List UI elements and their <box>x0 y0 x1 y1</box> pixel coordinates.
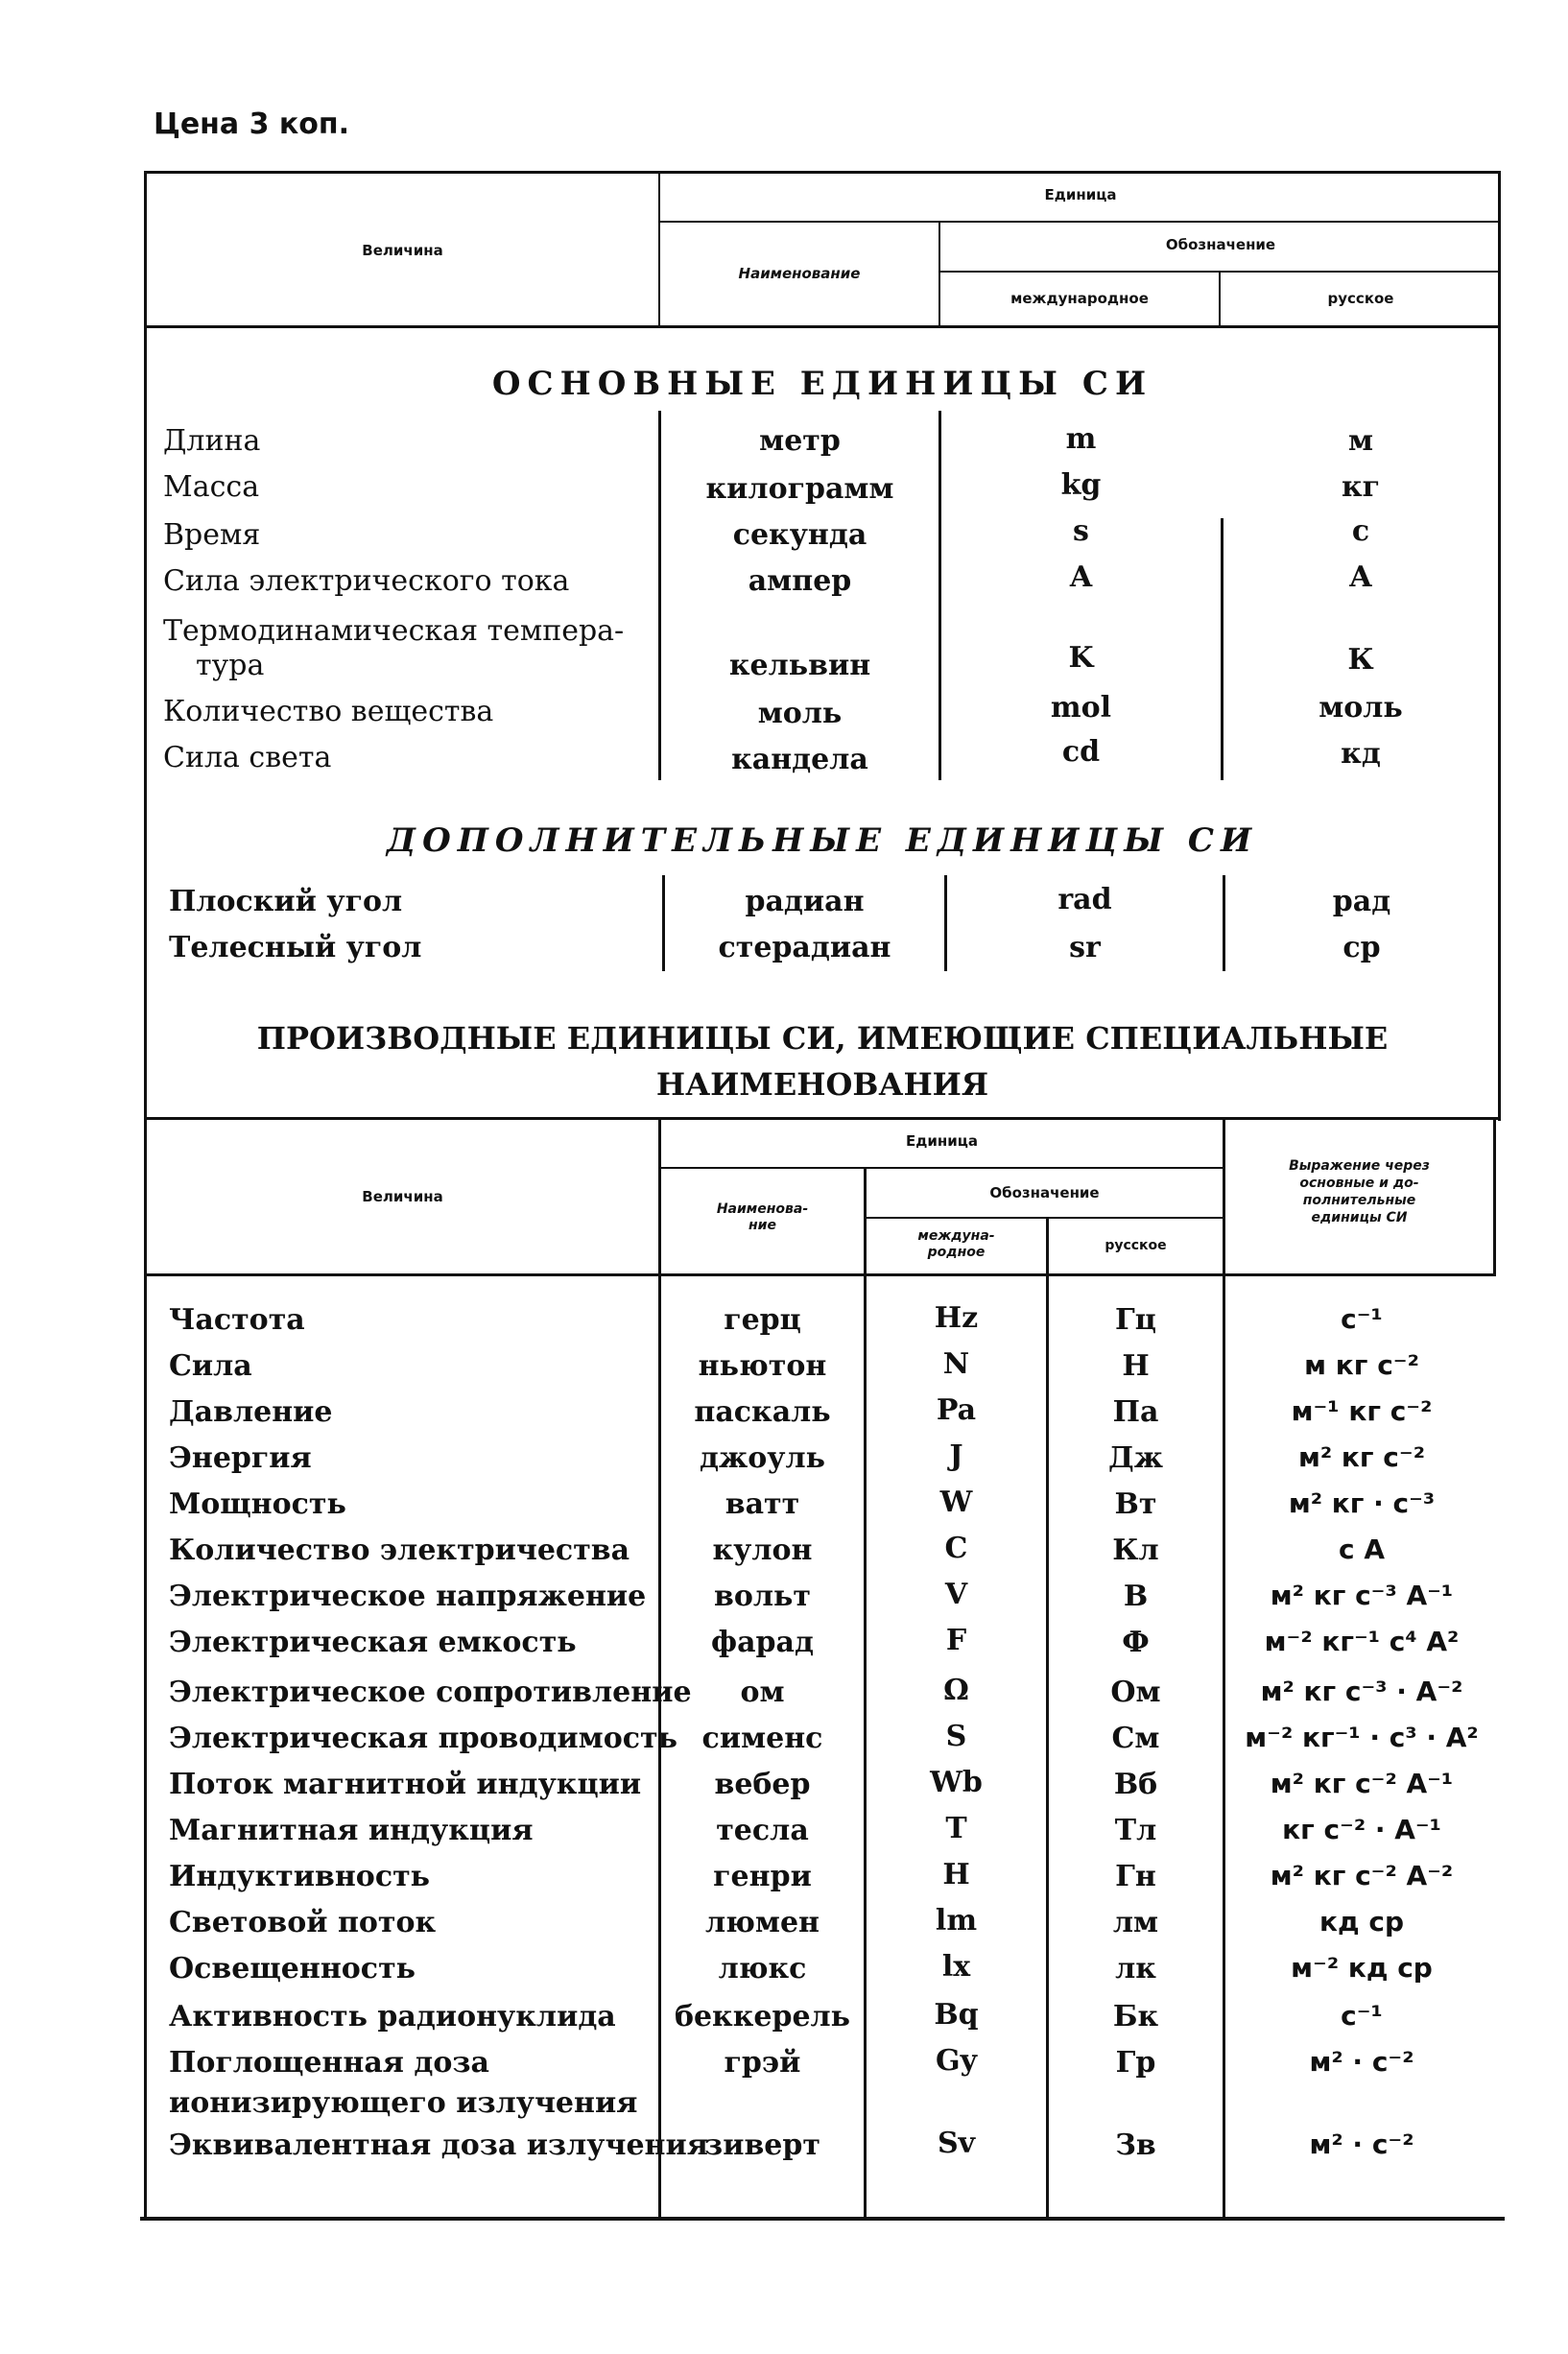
table-row-name: сименс <box>701 1722 823 1755</box>
table-row-quantity: Количество вещества <box>163 695 494 728</box>
table-row-quantity: Сила <box>169 1349 252 1383</box>
table-row-quantity: Длина <box>163 424 261 458</box>
table-row-rus: кд <box>1341 737 1381 771</box>
section-title-additional-units: ДОПОЛНИТЕЛЬНЫЕ ЕДИНИЦЫ СИ <box>386 821 1259 860</box>
table-row-expression: с А <box>1338 1534 1385 1565</box>
table-row-rus: Вт <box>1114 1487 1157 1521</box>
table-row-expression: м² кг · с⁻³ <box>1288 1487 1436 1519</box>
table-row-rus: Ф <box>1122 1626 1150 1659</box>
col-header-unit: Единица <box>906 1132 978 1150</box>
section-title-line2: НАИМЕНОВАНИЯ <box>655 1066 989 1103</box>
table-row-intl: m <box>1065 422 1097 456</box>
table-row-name: герц <box>724 1303 801 1337</box>
table-row-rus: Гц <box>1115 1303 1156 1337</box>
table-row-expression: м⁻² кд ср <box>1291 1952 1433 1984</box>
table-row-intl: J <box>949 1439 963 1473</box>
table-row-intl: T <box>945 1812 967 1845</box>
col-header-name: Наименование <box>738 265 861 282</box>
table-row-intl: N <box>942 1347 970 1381</box>
table-row-name: ампер <box>748 564 852 598</box>
table-row-quantity: Время <box>163 518 261 552</box>
table-row-quantity: Плоский угол <box>169 885 403 918</box>
table-row-expression: м² кг с⁻³ · А⁻² <box>1260 1676 1463 1707</box>
table-row-name: ньютон <box>698 1349 827 1383</box>
table-row-intl: H <box>942 1858 970 1891</box>
table-row-intl: rad <box>1057 883 1112 916</box>
table-row-quantity: Телесный угол <box>169 931 422 964</box>
table-row-expression: кд ср <box>1319 1906 1404 1938</box>
col-header-russian: русское <box>1327 290 1394 307</box>
table-row-expression: с⁻¹ <box>1341 2000 1383 2032</box>
col-header-designation: Обозначение <box>1165 236 1276 253</box>
table-row-name: вебер <box>714 1768 811 1801</box>
table-row-name: килограмм <box>705 472 894 506</box>
table-row-name: метр <box>759 424 841 458</box>
col-header-expr-line4: единицы СИ <box>1311 1210 1408 1225</box>
table-row-rus: Па <box>1112 1395 1159 1429</box>
table-row-intl: Wb <box>930 1766 983 1799</box>
table-row-name: генри <box>713 1860 812 1893</box>
table-row-expression: м⁻¹ кг с⁻² <box>1291 1395 1433 1427</box>
table-row-rus: м <box>1347 424 1374 458</box>
table-row-name: люмен <box>704 1906 820 1939</box>
table-row-name: кельвин <box>728 649 871 682</box>
table-row-intl: Ω <box>943 1674 969 1707</box>
table-row-quantity: Электрическая емкость <box>169 1626 577 1659</box>
table-row-name: грэй <box>724 2046 801 2080</box>
table-row-quantity: Масса <box>163 470 260 504</box>
table-row-quantity: Электрическое напряжение <box>169 1580 647 1613</box>
table-row-quantity-cont: ионизирующего излучения <box>169 2086 638 2120</box>
table-row-rus: Бк <box>1112 2000 1159 2033</box>
table-row-rus: рад <box>1332 885 1391 918</box>
table-row-name: люкс <box>718 1952 807 1985</box>
section-title-basic-units: ОСНОВНЫЕ ЕДИНИЦЫ СИ <box>491 365 1153 403</box>
table-row-name: секунда <box>732 518 867 552</box>
price-label: Цена 3 коп. <box>154 107 350 141</box>
table-row-name: паскаль <box>694 1395 831 1429</box>
table-row-rus: ср <box>1342 931 1381 964</box>
table-row-rus: Ом <box>1110 1676 1161 1709</box>
col-header-international <box>867 1228 1046 1261</box>
table-row-rus: А <box>1348 560 1373 594</box>
table-row-rus: Зв <box>1115 2128 1156 2162</box>
col-header-russian: русское <box>1105 1238 1167 1253</box>
table-row-intl: lx <box>941 1950 971 1984</box>
table-row-intl: Sv <box>937 2127 976 2160</box>
table-row-expression: м² кг с⁻² <box>1298 1441 1425 1473</box>
table-row-expression: м² кг с⁻² А⁻² <box>1270 1860 1454 1891</box>
table-row-quantity: Освещенность <box>169 1952 416 1985</box>
table-row-expression: м кг с⁻² <box>1304 1349 1419 1381</box>
table-row-quantity: Индуктивность <box>169 1860 431 1893</box>
table-row-name: джоуль <box>699 1441 825 1475</box>
table-row-intl: mol <box>1050 691 1112 725</box>
table-row-quantity: Поток магнитной индукции <box>169 1768 642 1801</box>
table-row-intl: Gy <box>935 2044 978 2078</box>
table-row-quantity: Активность радионуклида <box>169 2000 616 2033</box>
table-row-rus: Вб <box>1113 1768 1158 1801</box>
table-row-expression: м² кг с⁻³ А⁻¹ <box>1270 1580 1454 1611</box>
table-row-name: зиверт <box>704 2128 820 2162</box>
col-header-expression <box>1225 1157 1493 1226</box>
table-row-quantity-cont: тура <box>196 649 265 682</box>
table-row-quantity: Сила света <box>163 741 332 774</box>
table-row-intl: s <box>1073 514 1089 548</box>
table-row-rus: Дж <box>1108 1441 1163 1475</box>
table-row-rus: Тл <box>1114 1814 1157 1847</box>
table-row-rus: кг <box>1341 470 1381 504</box>
table-row-expression: м² · с⁻² <box>1309 2046 1414 2078</box>
table-row-rus: с <box>1351 514 1370 548</box>
section-title-line1: ПРОИЗВОДНЫЕ ЕДИНИЦЫ СИ, ИМЕЮЩИЕ СПЕЦИАЛЬНЫЕ <box>256 1020 1389 1057</box>
table-row-quantity: Магнитная индукция <box>169 1814 534 1847</box>
table-row-quantity: Термодинамическая темпера- <box>163 614 625 648</box>
table-row-quantity: Сила электрического тока <box>163 564 570 598</box>
col-header-intl-line1: междуна- <box>917 1228 995 1244</box>
col-header-designation: Обозначение <box>989 1184 1100 1201</box>
table-row-quantity: Энергия <box>169 1441 312 1475</box>
table-row-quantity: Частота <box>169 1303 305 1337</box>
col-header-quantity: Величина <box>362 1188 443 1205</box>
table-row-rus: В <box>1123 1580 1149 1613</box>
table-row-intl: S <box>945 1720 967 1753</box>
col-header-name-line2: ние <box>748 1218 776 1233</box>
table-row-name: беккерель <box>674 2000 851 2033</box>
table-row-intl: lm <box>935 1904 978 1938</box>
table-row-expression: с⁻¹ <box>1341 1303 1383 1335</box>
table-row-intl: C <box>944 1532 968 1565</box>
table-row-intl: K <box>1068 641 1094 675</box>
table-row-name: кандела <box>731 743 868 776</box>
table-row-expression: кг с⁻² · А⁻¹ <box>1282 1814 1441 1845</box>
table-row-quantity: Количество электричества <box>169 1534 630 1567</box>
table-row-expression: м² · с⁻² <box>1309 2128 1414 2160</box>
table-row-name: ом <box>740 1676 785 1709</box>
table-row-intl: V <box>944 1578 968 1611</box>
table-row-name: вольт <box>714 1580 811 1613</box>
table-row-intl: kg <box>1060 468 1102 502</box>
table-row-quantity: Электрическое сопротивление <box>169 1676 692 1709</box>
col-header-expr-line3: полнительные <box>1302 1193 1416 1208</box>
table-row-name: радиан <box>745 885 865 918</box>
table-row-intl: Pa <box>936 1393 977 1427</box>
table-row-rus: Гн <box>1115 1860 1156 1893</box>
table-row-intl: F <box>945 1624 967 1657</box>
table-row-expression: м⁻² кг⁻¹ с⁴ А² <box>1264 1626 1460 1657</box>
table-row-rus: Кл <box>1112 1534 1159 1567</box>
table-row-quantity: Эквивалентная доза излучения <box>169 2128 708 2162</box>
table-row-intl: sr <box>1069 931 1101 964</box>
table-row-intl: cd <box>1061 735 1101 769</box>
table-row-expression: м² кг с⁻² А⁻¹ <box>1270 1768 1454 1799</box>
table-row-intl: Hz <box>934 1301 979 1335</box>
col-header-quantity: Величина <box>362 242 443 259</box>
col-header-international: международное <box>1010 290 1149 307</box>
table-row-rus: К <box>1347 643 1374 677</box>
table-row-name: ватт <box>725 1487 800 1521</box>
col-header-expr-line1: Выражение через <box>1289 1158 1430 1174</box>
table-row-rus: См <box>1111 1722 1160 1755</box>
table-row-name: тесла <box>716 1814 809 1847</box>
table-row-name: моль <box>757 697 843 730</box>
table-row-rus: Гр <box>1115 2046 1156 2080</box>
table-row-rus: лм <box>1112 1906 1159 1939</box>
col-header-name-line1: Наименова- <box>716 1201 809 1217</box>
table-row-expression: м⁻² кг⁻¹ · с³ · А² <box>1245 1722 1479 1753</box>
table-row-quantity: Электрическая проводимость <box>169 1722 677 1755</box>
table-row-name: кулон <box>712 1534 813 1567</box>
col-header-unit: Единица <box>1044 186 1117 203</box>
table-row-rus: моль <box>1319 691 1403 725</box>
table-row-name: фарад <box>711 1626 814 1659</box>
table-row-quantity: Давление <box>169 1395 333 1429</box>
table-row-quantity: Световой поток <box>169 1906 437 1939</box>
col-header-name <box>661 1201 864 1234</box>
table-row-rus: лк <box>1115 1952 1156 1985</box>
col-header-intl-line2: родное <box>927 1245 986 1260</box>
table-row-intl: Bq <box>934 1998 979 2032</box>
col-header-expr-line2: основные и до- <box>1299 1176 1419 1191</box>
table-row-rus: Н <box>1122 1349 1150 1383</box>
table-row-intl: W <box>939 1486 973 1519</box>
table-row-quantity: Мощность <box>169 1487 346 1521</box>
table-row-intl: A <box>1069 560 1093 594</box>
table-row-name: стерадиан <box>718 931 891 964</box>
table-row-quantity: Поглощенная доза <box>169 2046 489 2080</box>
section-title-derived-units <box>144 1015 1501 1107</box>
